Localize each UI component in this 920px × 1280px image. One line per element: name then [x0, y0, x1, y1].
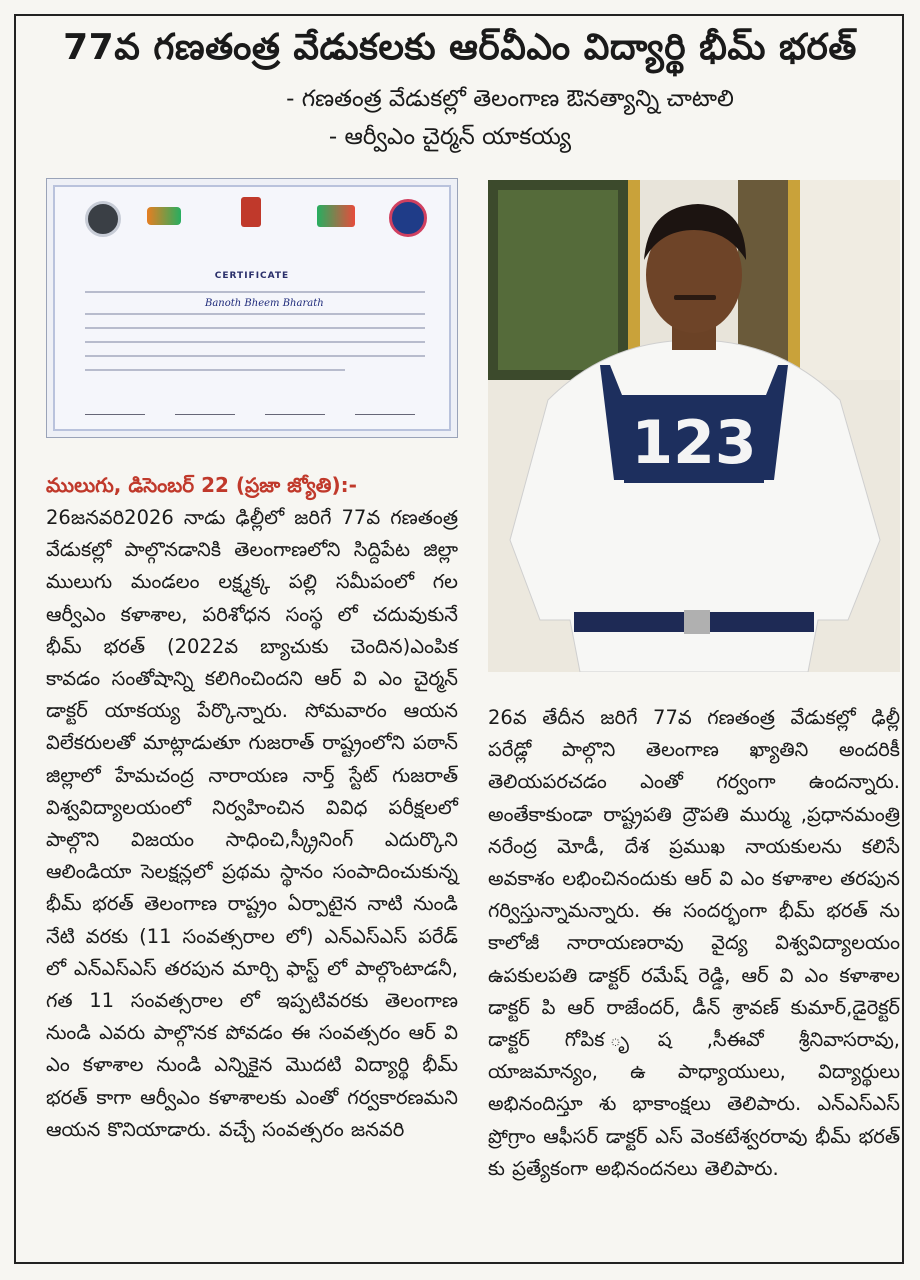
- body-paragraph-right: 26వ తేదీన జరిగే 77వ గణతంత్ర వేడుకల్లో ఢిల్లీ పరేడ్లో పాల్గొని తెలంగాణ ఖ్యాతిని అందరికీ తెలియపరచడం ఎంతో గర్వంగా ఉందన్నారు. అంతేకాకుండా రాష్ట్రపతి ద్రౌపతి ముర్ము ,ప్రధానమంత్రి నరేంద్ర మోడీ, దేశ ప్రముఖ నాయకులను కలిసే అవకాశం లభించినందుకు ఆర్ వి ఎం కళాశాల తరపున గర్విస్తున్నామన్నారు. ఈ సందర్భంగా భీమ్ భరత్ ను కాలోజీ నారాయణరావు వైద్య విశ్వవిద్యాలయం ఉపకులపతి డాక్టర్ రమేష్ రెడ్డి, ఆర్ వి ఎం కళాశాల డాక్టర్ పి ఆర్ రాజేందర్, డీన్ శ్రావణ్ కుమార్,డైరెక్టర్ డాక్టర్ గోపిక ృష ,సీఈవో శ్రీనివాసరావు, యాజమాన్యం, ఉ పాధ్యాయులు, విద్యార్థులు అభినందిస్తూ శు భాకాంక్షలు తెలిపారు. ఎన్ఎస్ఎస్ ప్రోగ్రాం ఆఫీసర్ డాక్టర్ ఎస్ వెంకటేశ్వరరావు భీమ్ భరత్ కు ప్రత్యేకంగా అభినందనలు తెలిపారు.: [488, 706, 900, 1180]
- certificate-frame: [53, 185, 451, 431]
- cert-text-line: [85, 341, 425, 343]
- cert-text-line: [85, 291, 425, 293]
- article-body-right: [488, 702, 900, 1185]
- signature: [85, 408, 145, 415]
- ministry-logo-icon: [317, 205, 355, 227]
- nss-logo-icon: [389, 199, 427, 237]
- national-emblem-icon: [241, 197, 261, 227]
- signature: [175, 408, 235, 415]
- article-body-left: [46, 502, 458, 1146]
- subheading-2: - ఆర్వీఎం చైర్మన్ యాకయ్య: [328, 124, 572, 150]
- subheading-1: - గణతంత్ర వేడుకల్లో తెలంగాణ ఔనత్యాన్ని చాటాలి: [286, 86, 734, 112]
- headline: 77వ గణతంత్ర వేడుకలకు ఆర్‌వీఎం విద్యార్థి భీమ్ భరత్: [63, 27, 857, 68]
- cert-text-line: [85, 369, 345, 371]
- bib-number: 123: [631, 408, 757, 478]
- event-logo-icon: [147, 207, 181, 225]
- signature: [355, 408, 415, 415]
- student-photo-drawing: [488, 180, 900, 672]
- certificate-name: Banoth Bheem Bharath: [205, 298, 324, 309]
- certificate-image: [46, 178, 458, 438]
- cert-text-line: [85, 313, 425, 315]
- signature: [265, 408, 325, 415]
- body-paragraph-left: 26జనవరి2026 నాడు ఢిల్లీలో జరిగే 77వ గణతంత్ర వేడుకల్లో పాల్గొనడానికి తెలంగాణలోని సిద్దిపేట జిల్లా ములుగు మండలం లక్ష్మక్క పల్లి సమీపంలో గల ఆర్వీఎం కళాశాల, పరిశోధన సంస్థ లో చదువుకునే భీమ్ భరత్ (2022వ బ్యాచుకు చెందిన)ఎంపిక కావడం సంతోషాన్ని కలిగించిందని ఆర్ వి ఎం చైర్మన్ డాక్టర్ యాకయ్య పేర్కొన్నారు. సోమవారం ఆయన విలేకరులతో మాట్లాడుతూ గుజరాత్ రాష్ట్రంలోని పఠాన్ జిల్లాలో హేమచంద్ర నారాయణ నార్త్ స్టేట్ గుజరాత్ విశ్వవిద్యాలయంలో నిర్వహించిన వివిధ పరీక్షలలో పాల్గొని విజయం సాధించి,స్క్రీనింగ్ ఎదుర్కొని ఆలిండియా సెలక్షన్లలో ప్రథమ స్థానం సంపాదించుకున్న భీమ్ భరత్ తెలంగాణ రాష్ట్రం ఏర్పాటైన నాటి నుండి నేటి వరకు (11 సంవత్సరాల లో) ఎన్ఎస్ఎస్ పరేడ్ లో ఎన్ఎస్ఎస్ తరపున మార్చి ఫాస్ట్ లో పాల్గొంటాడనీ, గత 11 సంవత్సరాల లో ఇప్పటివరకు తెలంగాణ నుండి ఎవరు పాల్గొనక పోవడం ఈ సంవత్సరం ఆర్ వి ఎం కళాశాల నుండి ఎన్నికైన మొదటి విద్యార్థి భీమ్ భరత్ కాగా ఆర్వీఎం కళాశాలకు ఎంతో గర్వకారణమని ఆయన కొనియాడారు. వచ్చే సంవత్సరం జనవరి: [46, 506, 458, 1141]
- certificate-title: CERTIFICATE: [214, 271, 290, 281]
- student-photo: [488, 180, 900, 672]
- dateline: ములుగు, డిసెంబర్ 22 (ప్రజా జ్యోతి):-: [46, 473, 357, 497]
- cert-text-line: [85, 327, 425, 329]
- cert-text-line: [85, 355, 425, 357]
- university-seal-icon: [85, 201, 121, 237]
